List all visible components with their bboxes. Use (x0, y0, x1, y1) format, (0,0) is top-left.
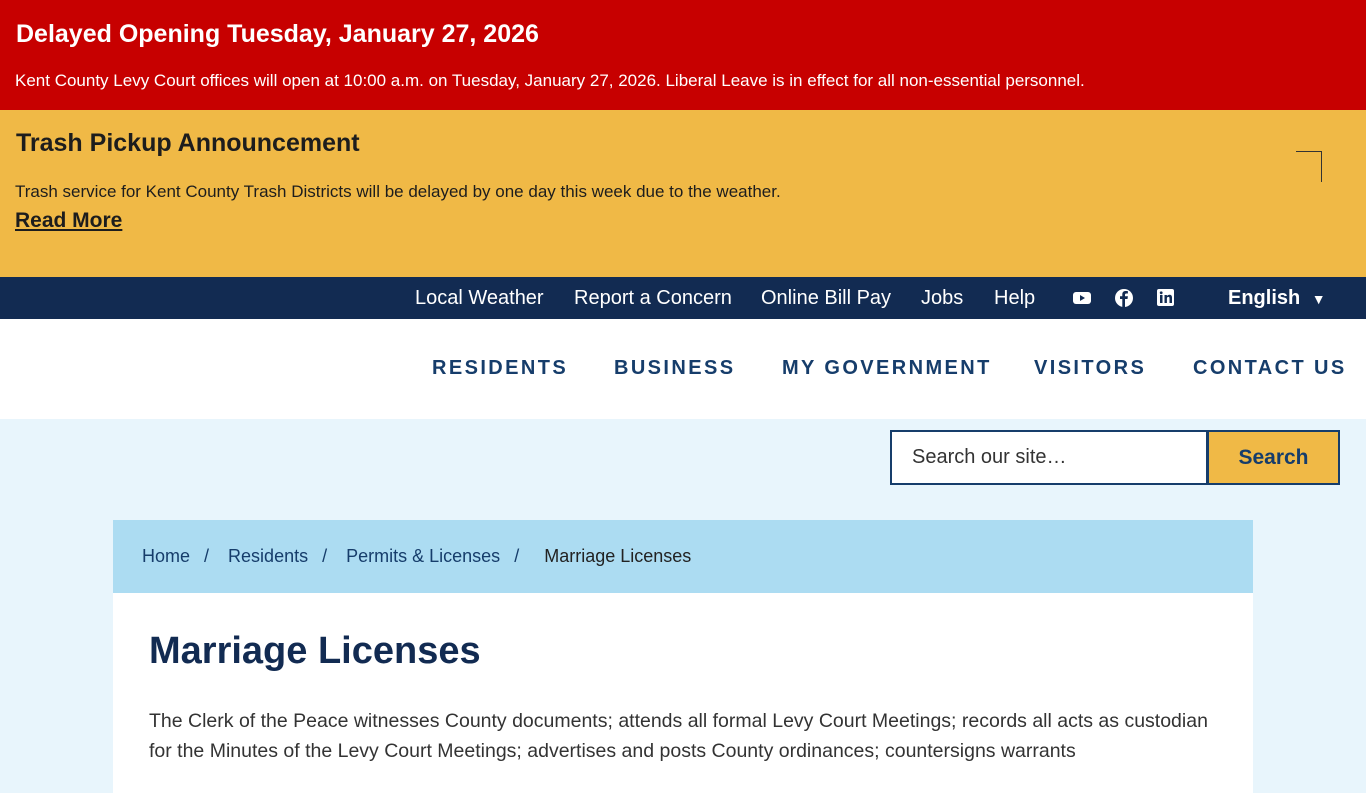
breadcrumb-separator: / (322, 546, 328, 566)
language-label: English (1228, 287, 1301, 309)
breadcrumb-residents[interactable]: Residents (228, 546, 309, 566)
read-more-link[interactable]: Read More (15, 209, 123, 232)
main-content (113, 593, 1253, 793)
breadcrumb-home[interactable]: Home (142, 546, 191, 566)
nav-business[interactable]: BUSINESS (614, 357, 736, 379)
jobs-link[interactable]: Jobs (921, 287, 964, 309)
local-weather-link[interactable]: Local Weather (415, 287, 544, 309)
language-select[interactable] (1228, 287, 1326, 310)
search-input[interactable] (890, 430, 1208, 485)
site-search (890, 430, 1340, 485)
help-link[interactable]: Help (994, 287, 1036, 309)
chevron-down-icon: ▼ (1311, 291, 1326, 307)
alert-text: Trash service for Kent County Trash Districts will be delayed by one day this week due to the weather. (15, 182, 781, 201)
online-bill-pay-link[interactable]: Online Bill Pay (761, 287, 892, 309)
nav-contact-us[interactable]: CONTACT US (1193, 357, 1347, 379)
close-alert-icon[interactable] (1296, 151, 1322, 182)
nav-my-government[interactable]: MY GOVERNMENT (782, 357, 992, 379)
main-nav (0, 319, 1366, 419)
alert-text: Kent County Levy Court offices will open at 10:00 a.m. on Tuesday, January 27, 2026. Liberal Leave is in effect for all non-essential personnel. (15, 71, 1085, 90)
facebook-icon[interactable] (1115, 289, 1133, 307)
intro-paragraph: The Clerk of the Peace witnesses County documents; attends all formal Levy Court Meetings; records all acts as custodian for the Minutes of the Levy Court Meetings; advertises and posts County ordinances; countersigns warrants (149, 710, 1208, 762)
nav-residents[interactable]: RESIDENTS (432, 357, 569, 379)
breadcrumb (113, 520, 1253, 593)
trash-alert (0, 110, 1366, 277)
nav-visitors[interactable]: VISITORS (1034, 357, 1147, 379)
youtube-icon[interactable] (1073, 289, 1091, 307)
breadcrumb-permits[interactable]: Permits & Licenses (346, 546, 501, 566)
breadcrumb-separator: / (514, 546, 520, 566)
alert-title: Delayed Opening Tuesday, January 27, 2026 (16, 20, 539, 48)
report-concern-link[interactable]: Report a Concern (574, 287, 732, 309)
search-button[interactable]: Search (1207, 430, 1340, 485)
breadcrumb-current: Marriage Licenses (544, 546, 692, 566)
linkedin-icon[interactable] (1157, 289, 1175, 307)
delayed-opening-alert (0, 0, 1366, 110)
utility-bar (0, 277, 1366, 319)
alert-title: Trash Pickup Announcement (16, 129, 360, 157)
page-title: Marriage Licenses (149, 630, 481, 672)
breadcrumb-separator: / (204, 546, 210, 566)
